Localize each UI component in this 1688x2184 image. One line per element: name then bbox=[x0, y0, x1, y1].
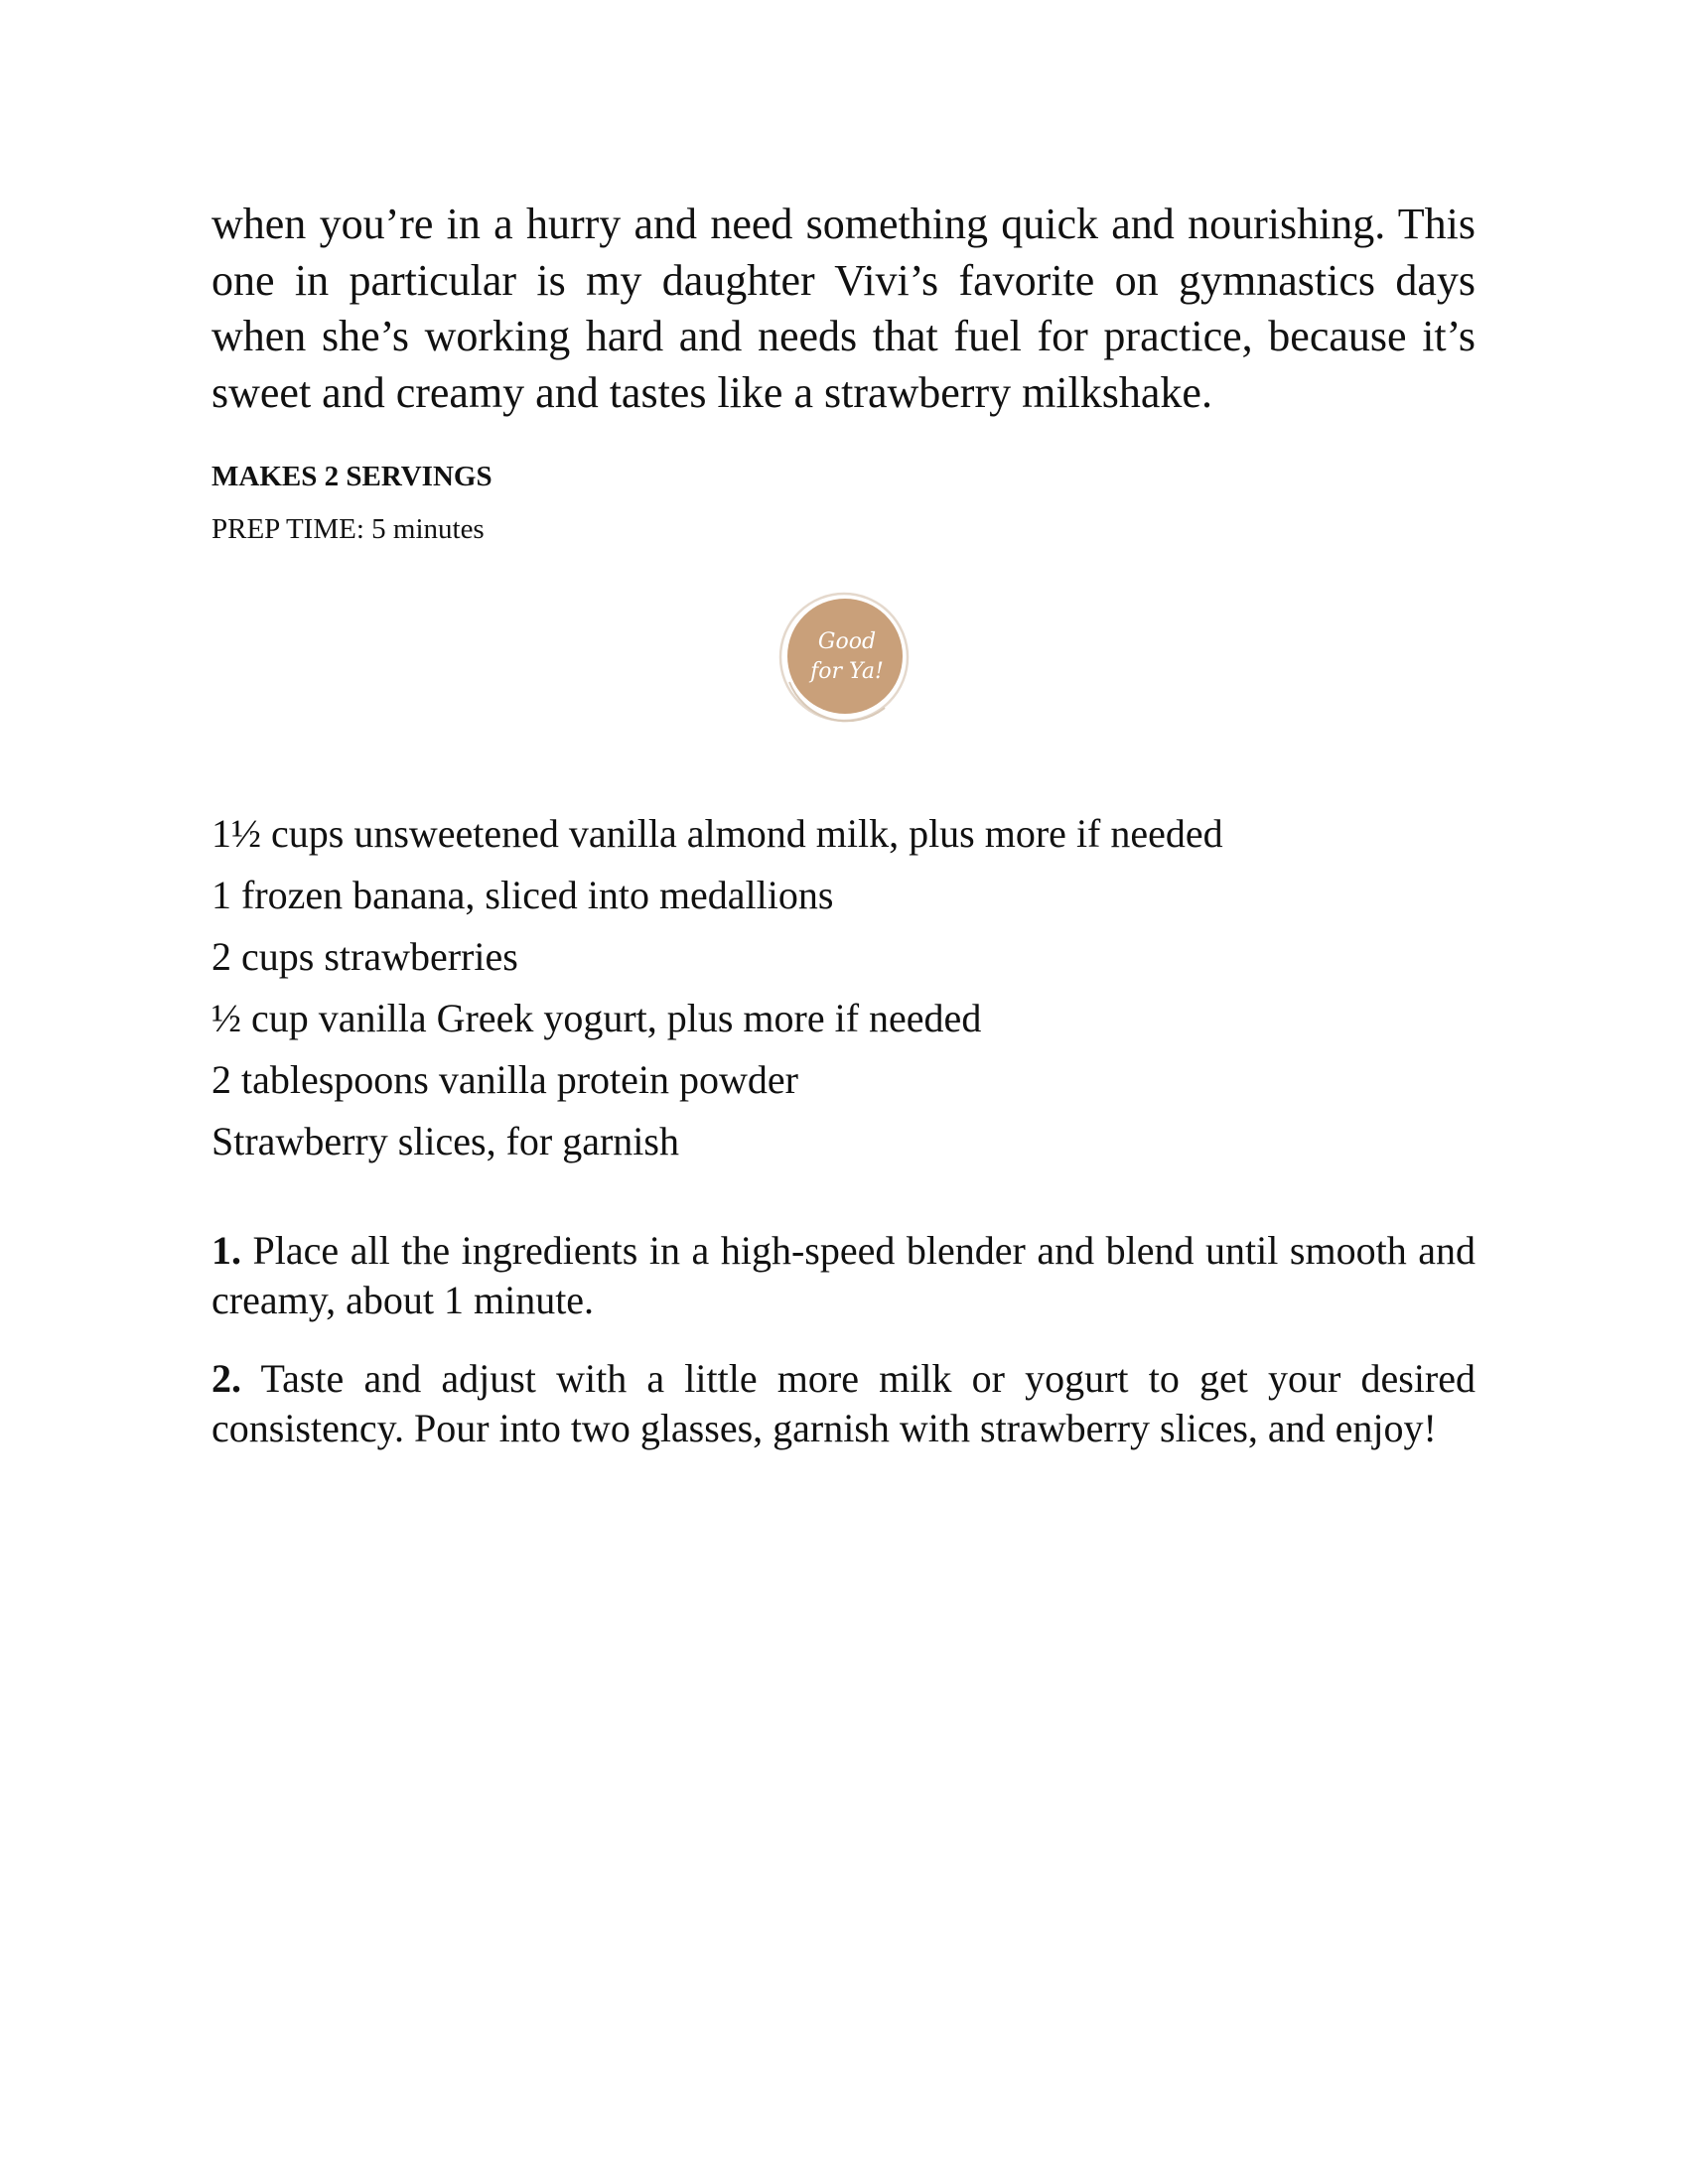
method-steps bbox=[211, 1226, 1476, 1453]
badge-disc bbox=[787, 599, 903, 714]
ingredient-item: 1½ cups unsweetened vanilla almond milk, plus more if needed bbox=[211, 811, 1223, 856]
step-text: Place all the ingredients in a high-speed blender and blend until smooth and creamy, about 1 minute. bbox=[211, 1228, 1477, 1322]
ingredient-item: Strawberry slices, for garnish bbox=[211, 1119, 679, 1163]
badge-container bbox=[211, 591, 1476, 724]
ingredient-item: 1 frozen banana, sliced into medallions bbox=[211, 873, 834, 917]
servings-label: MAKES 2 SERVINGS bbox=[211, 461, 492, 492]
step-number: 1. bbox=[211, 1228, 241, 1273]
intro-paragraph: when you’re in a hurry and need something quick and nourishing. This one in particular is my daughter Vivi’s favorite on gymnastics days when she’s working hard and needs that fuel for practice, because it’s sweet and creamy and tastes like a strawberry milkshake. bbox=[211, 200, 1476, 417]
recipe-page bbox=[211, 197, 1476, 1482]
svg-text:Good: Good bbox=[817, 629, 877, 654]
svg-text:for Ya!: for Ya! bbox=[810, 659, 884, 684]
method-step-2 bbox=[211, 1354, 1476, 1453]
prep-time-label: PREP TIME: 5 minutes bbox=[211, 513, 485, 545]
step-text: Taste and adjust with a little more milk or yogurt to get your desired consistency. Pour into two glasses, garnish with strawberry slices, and enjoy! bbox=[211, 1356, 1477, 1450]
good-for-ya-badge-icon bbox=[777, 591, 911, 724]
ingredient-list bbox=[211, 811, 1476, 1164]
ingredient-item: ½ cup vanilla Greek yogurt, plus more if needed bbox=[211, 996, 982, 1040]
step-number: 2. bbox=[211, 1356, 241, 1401]
ingredient-item: 2 tablespoons vanilla protein powder bbox=[211, 1057, 798, 1102]
ingredient-item: 2 cups strawberries bbox=[211, 934, 518, 979]
method-step-1 bbox=[211, 1226, 1476, 1325]
recipe-meta bbox=[211, 457, 1476, 549]
